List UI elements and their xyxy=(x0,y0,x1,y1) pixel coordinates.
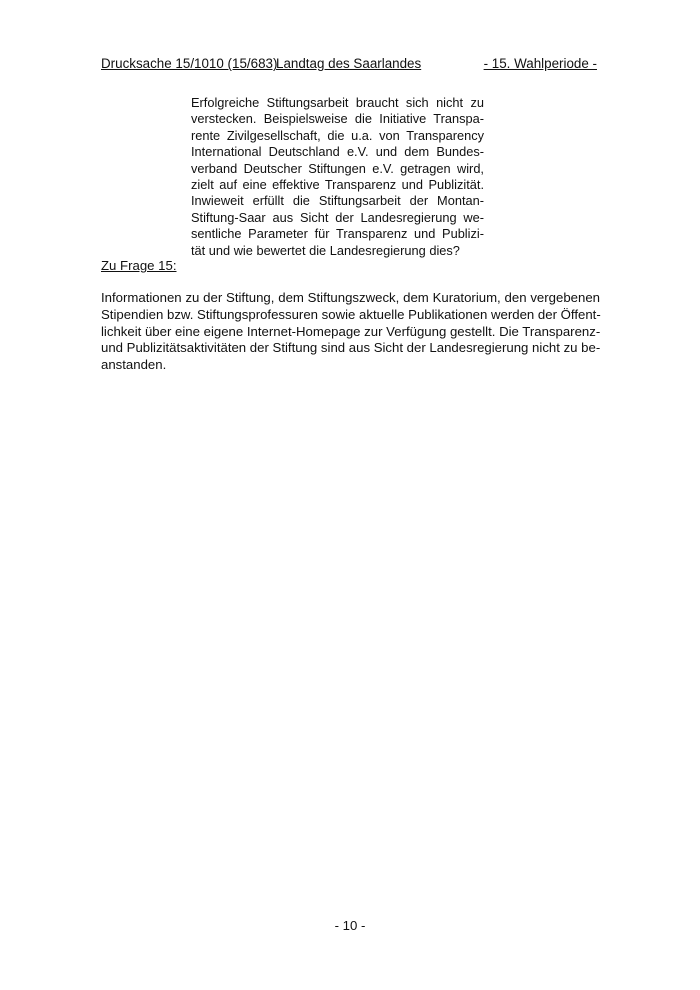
answer-line: Informationen zu der Stiftung, dem Stiftungszweck, dem Kuratorium, den vergebenen xyxy=(101,290,600,305)
answer-line: Stipendien bzw. Stiftungsprofessuren sowie aktuelle Publikationen werden der Öffent- xyxy=(101,306,601,322)
question-line: verband Deutscher Stiftungen e.V. getragen wird, xyxy=(191,160,484,176)
question-line: Erfolgreiche Stiftungsarbeit braucht sich nicht zu xyxy=(191,95,484,110)
header-parliament-name: Landtag des Saarlandes xyxy=(276,56,422,71)
question-line: Stiftung-Saar aus Sicht der Landesregierung we- xyxy=(191,209,484,225)
page-header xyxy=(101,56,597,76)
question-line: rente Zivilgesellschaft, die u.a. von Transparency xyxy=(191,127,484,143)
question-line: zielt auf eine effektive Transparenz und Publizität. xyxy=(191,177,484,193)
question-line: International Deutschland e.V. und dem Bundes- xyxy=(191,144,484,160)
question-line: verstecken. Beispielsweise die Initiative Transpa- xyxy=(191,111,484,127)
page-number: - 10 - xyxy=(334,918,366,933)
question-line: tät und wie bewertet die Landesregierung dies? xyxy=(191,242,460,258)
header-legislative-period: - 15. Wahlperiode - xyxy=(483,56,597,71)
answer-line: lichkeit über eine eigene Internet-Homepage zur Verfügung gestellt. Die Transparenz- xyxy=(101,323,601,339)
answer-heading: Zu Frage 15: xyxy=(101,258,177,273)
question-text xyxy=(191,95,484,259)
answer-text xyxy=(101,290,600,374)
question-line: sentliche Parameter für Transparenz und Publizi- xyxy=(191,226,484,242)
question-line: Inwieweit erfüllt die Stiftungsarbeit der Montan- xyxy=(191,193,484,209)
answer-line: und Publizitätsaktivitäten der Stiftung sind aus Sicht der Landesregierung nicht zu be- xyxy=(101,340,601,356)
answer-line: anstanden. xyxy=(101,357,167,373)
header-document-number: Drucksache 15/1010 (15/683) xyxy=(101,56,278,71)
